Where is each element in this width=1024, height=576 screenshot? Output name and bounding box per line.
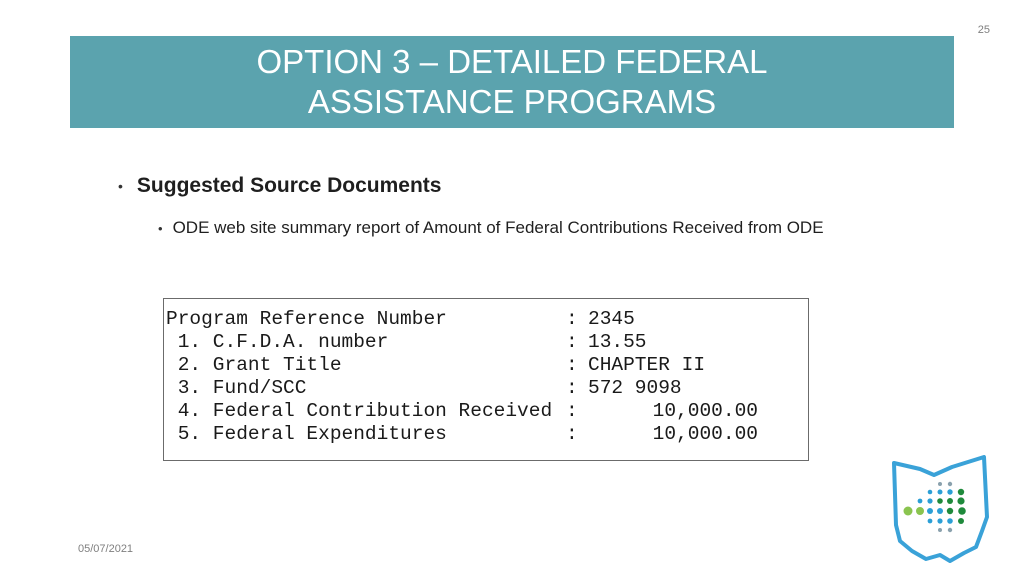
report-value: 572 9098 (588, 377, 682, 399)
report-label: 1. C.F.D.A. number (166, 331, 389, 353)
sub-bullet-text: ODE web site summary report of Amount of Federal Contributions Received from ODE (172, 218, 824, 237)
bullet-heading-text: Suggested Source Documents (136, 174, 442, 197)
report-label: 3. Fund/SCC (166, 377, 307, 399)
footer-date: 05/07/2021 (78, 543, 134, 555)
report-label: Program Reference Number (166, 308, 447, 330)
report-label: 5. Federal Expenditures (166, 423, 447, 445)
report-row (166, 331, 808, 354)
report-value: 2345 (588, 308, 635, 330)
report-label: 4. Federal Contribution Received (166, 400, 553, 422)
bullet-dot-icon: • (158, 220, 163, 236)
report-row (166, 308, 808, 331)
report-value: CHAPTER II (588, 354, 706, 376)
slide-number: 25 (977, 24, 990, 36)
report-box (163, 298, 809, 461)
report-amount: 10,000.00 (652, 423, 758, 445)
report-value: 13.55 (588, 331, 647, 353)
report-row (166, 354, 808, 377)
sub-bullet (158, 218, 824, 238)
bullet-dot-icon: • (118, 178, 123, 194)
bullet-heading (118, 174, 441, 198)
report-colon: : (566, 331, 578, 353)
report-colon: : (566, 423, 578, 445)
report-colon: : (566, 400, 578, 422)
report-amount: 10,000.00 (652, 400, 758, 422)
report-row (166, 423, 808, 446)
title-bar (70, 36, 954, 128)
report-colon: : (566, 377, 578, 399)
slide-title: OPTION 3 – DETAILED FEDERAL ASSISTANCE PROGRAMS (256, 43, 768, 120)
ohio-state-logo-icon (890, 455, 990, 565)
report-row (166, 400, 808, 423)
report-colon: : (566, 308, 578, 330)
report-row (166, 377, 808, 400)
report-colon: : (566, 354, 578, 376)
report-label: 2. Grant Title (166, 354, 342, 376)
